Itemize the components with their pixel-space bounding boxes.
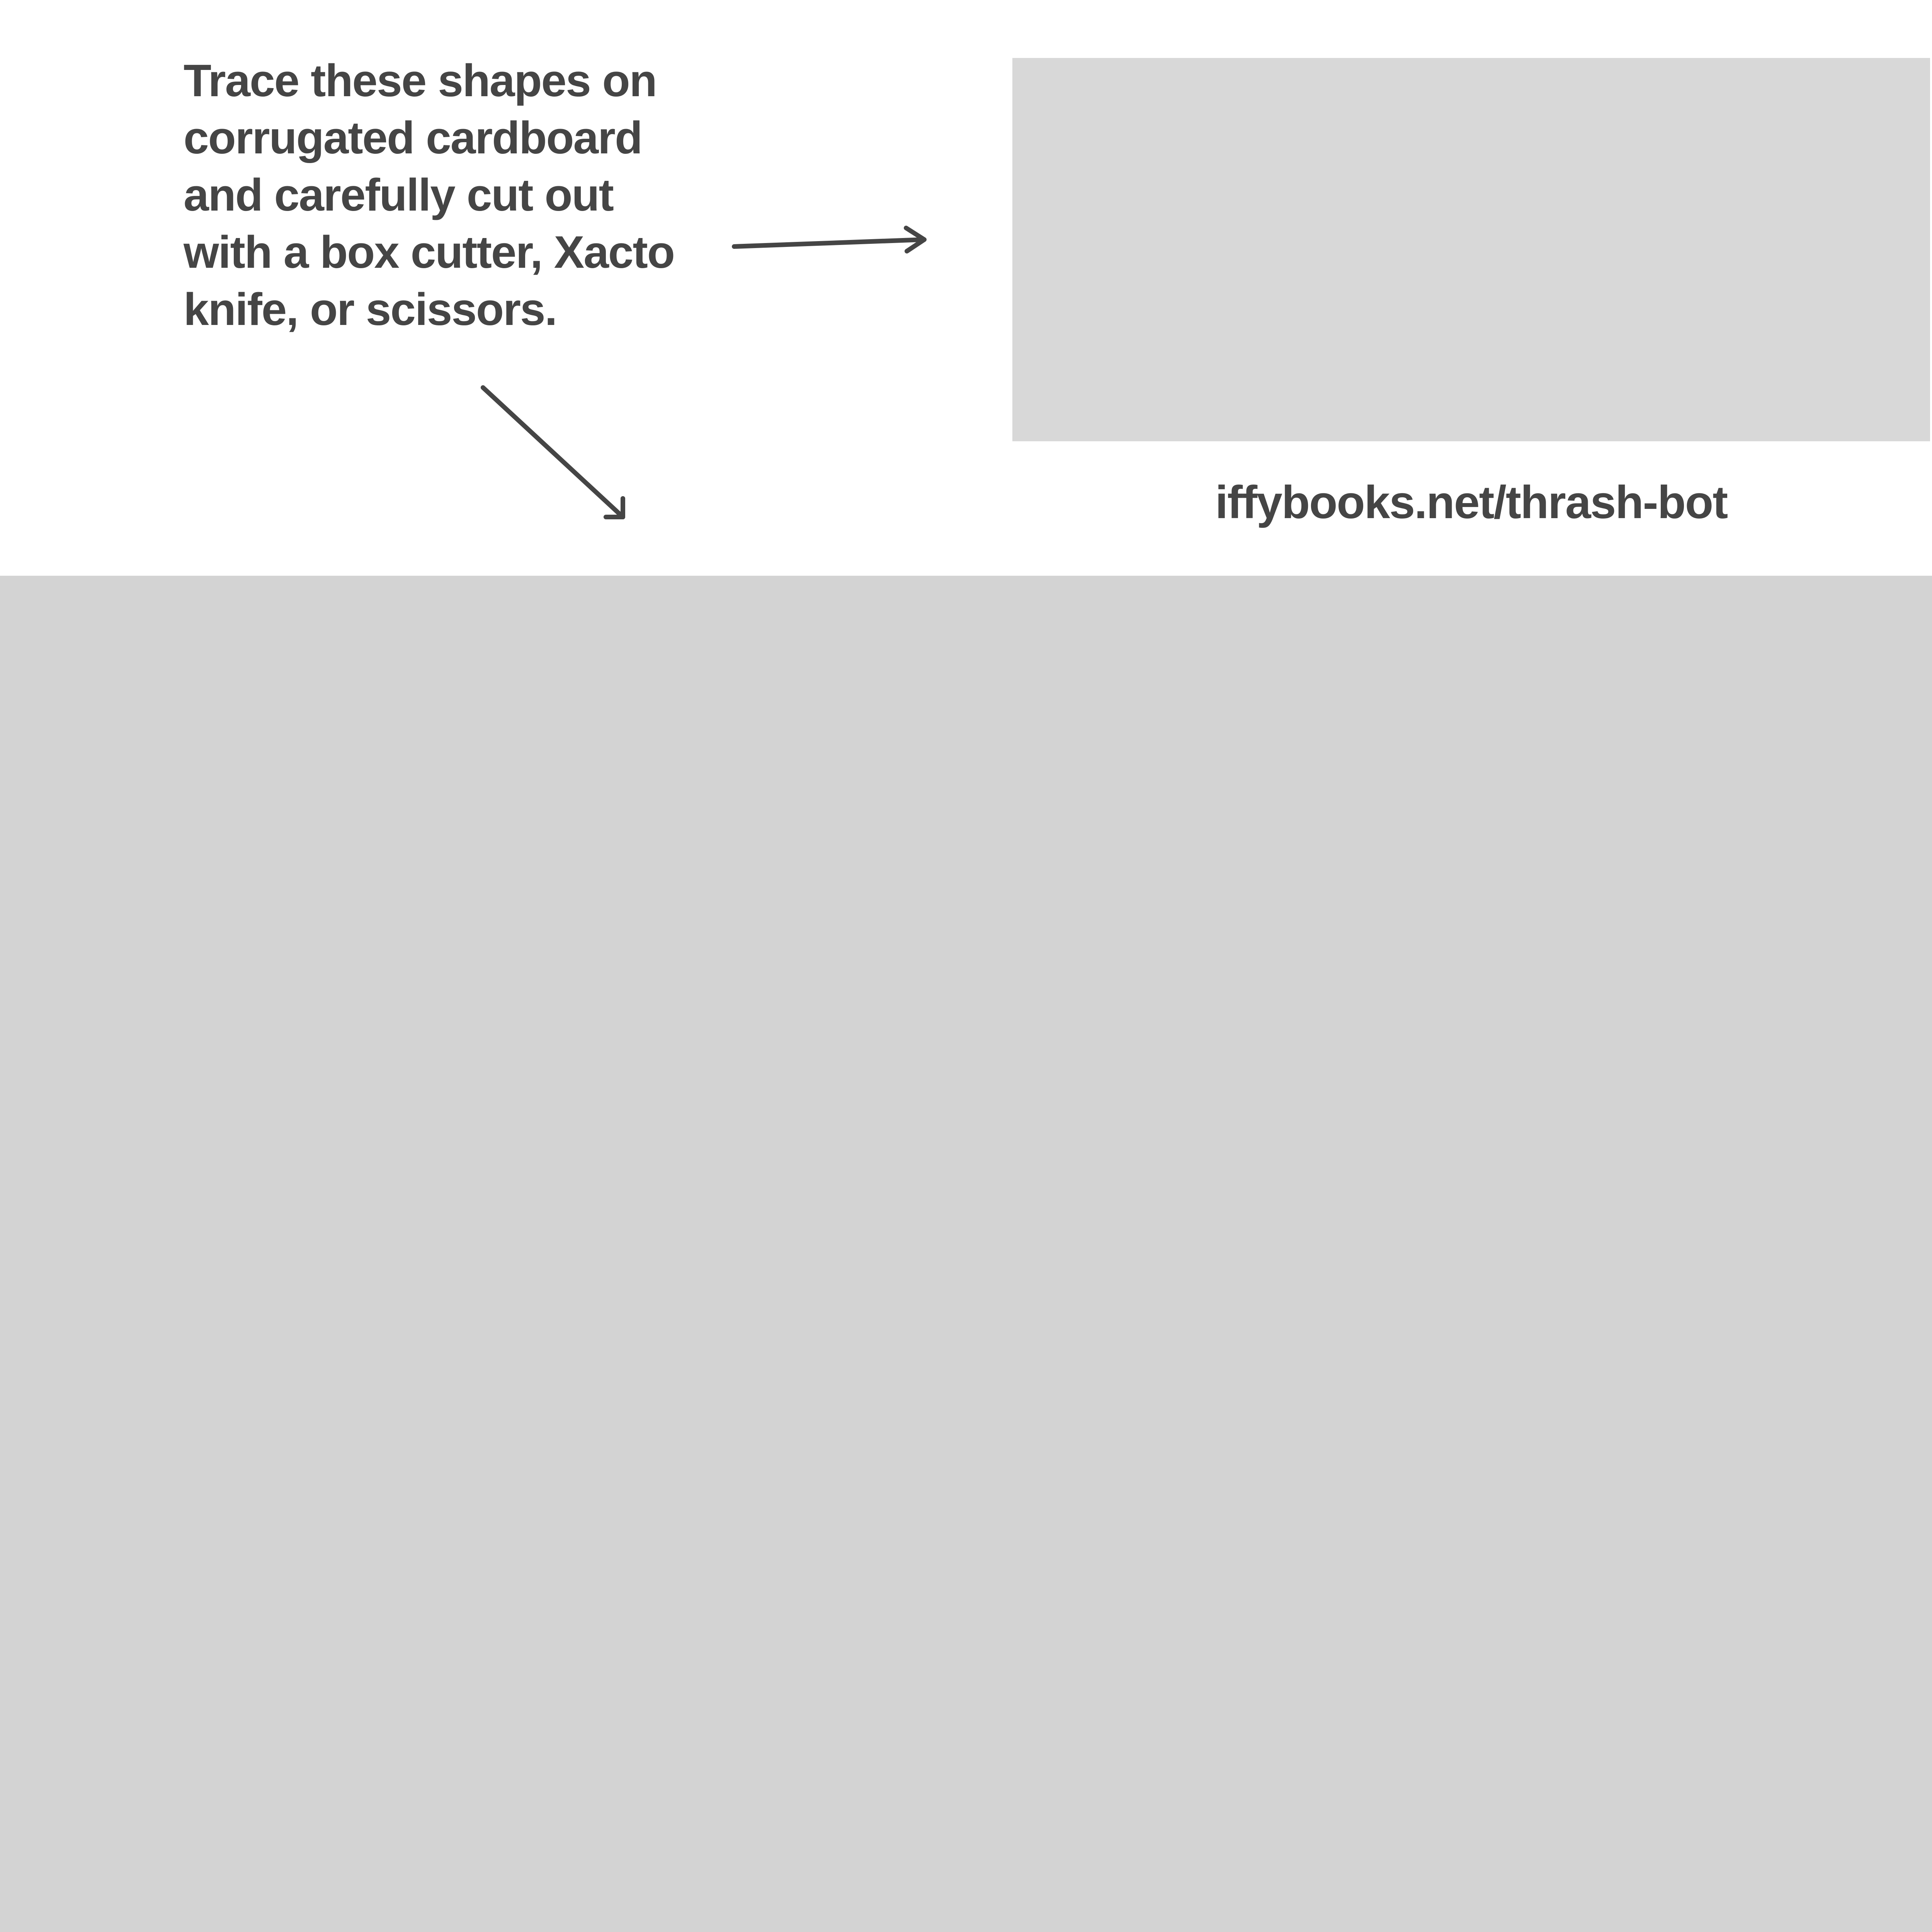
instructions-text: Trace these shapes on corrugated cardboard and carefully cut out with a box cutter, Xacto knife, or scissors. xyxy=(184,55,674,335)
arrow-right-icon xyxy=(734,228,924,251)
template-area xyxy=(0,576,1932,1932)
arrow-down-right-icon xyxy=(483,388,623,517)
url-caption: iffybooks.net/thrash-bot xyxy=(1215,476,1728,528)
image-placeholder xyxy=(1012,58,1930,441)
